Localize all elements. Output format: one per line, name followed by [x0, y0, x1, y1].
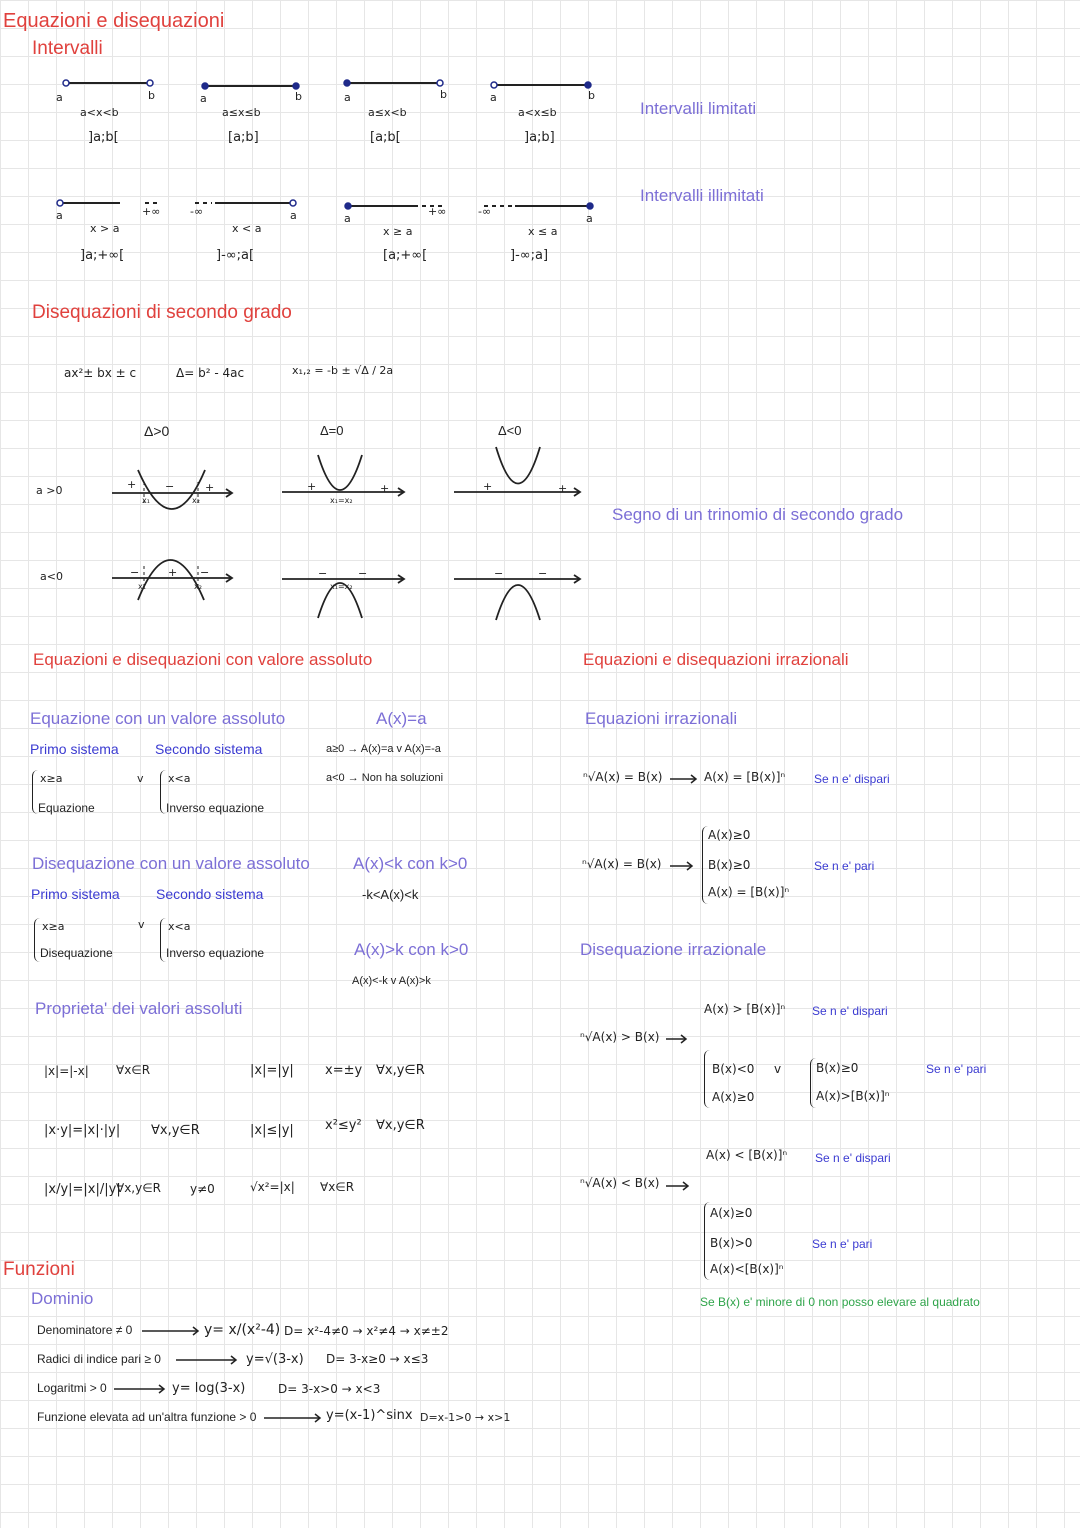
- irr-lt-even-note: Se n e' pari: [812, 1237, 873, 1251]
- interval-inequality: x ≥ a: [383, 225, 413, 238]
- sign-plus: +: [380, 482, 390, 495]
- property-domain: ∀x,y∈R: [116, 1181, 162, 1195]
- intervals-heading: Intervalli: [32, 38, 103, 59]
- minus-infinity-label: -∞: [478, 205, 492, 218]
- irr-eq2-condition: A(x) = [B(x)]ⁿ: [708, 885, 790, 899]
- abs-equation-formula: A(x)=a: [376, 709, 427, 728]
- case-delta-negative: Δ<0: [498, 423, 522, 438]
- irr-gt-sys1-condition: B(x)<0: [712, 1062, 755, 1076]
- endpoint-label: a: [490, 91, 497, 104]
- interval-notation: [a;b[: [370, 130, 401, 145]
- second-degree-heading: Disequazioni di secondo grado: [32, 302, 292, 323]
- irr-eq1-left: ⁿ√A(x) = B(x): [583, 770, 663, 784]
- irr-gt-sys1-condition: A(x)≥0: [712, 1090, 755, 1104]
- endpoint-label: b: [440, 88, 447, 101]
- abs-equation-heading: Equazione con un valore assoluto: [30, 709, 286, 728]
- irr-eq2-note: Se n e' pari: [814, 859, 875, 873]
- interval-notation: ]-∞;a]: [510, 248, 549, 263]
- endpoint-label: a: [56, 91, 63, 104]
- sign-minus: −: [318, 567, 328, 580]
- interval-notation: ]a;+∞[: [80, 248, 125, 263]
- domain-rule: Denominatore ≠ 0: [37, 1323, 133, 1337]
- sign-minus: −: [358, 567, 368, 580]
- property: |x·y|=|x|·|y|: [44, 1123, 121, 1138]
- irr-lt-left: ⁿ√A(x) < B(x): [580, 1176, 660, 1190]
- sign-minus: −: [538, 567, 548, 580]
- property-domain: ∀x,y∈R: [376, 1118, 425, 1133]
- second-system-label: Secondo sistema: [155, 741, 263, 757]
- roots-formula: x₁,₂ = -b ± √Δ / 2a: [292, 364, 394, 377]
- endpoint-label: b: [148, 89, 155, 102]
- domain-example: y=√(3-x): [246, 1352, 304, 1367]
- irr-gt-sys2-condition: A(x)>[B(x)]ⁿ: [816, 1089, 890, 1103]
- root-x1: x₁: [138, 582, 146, 591]
- sign-minus: −: [130, 566, 140, 579]
- page-title: Equazioni e disequazioni: [3, 10, 225, 32]
- interval-inequality: a≤x≤b: [222, 106, 261, 119]
- irr-eq1-note: Se n e' dispari: [814, 772, 890, 786]
- system-3-condition: x≥a: [42, 920, 65, 933]
- domain-heading: Dominio: [31, 1289, 94, 1308]
- a-negative-label: a<0: [40, 570, 63, 583]
- property-condition: y≠0: [190, 1182, 215, 1196]
- sign-plus: +: [127, 478, 137, 491]
- property: |x|=|y|: [250, 1063, 294, 1078]
- system-1-content: Equazione: [38, 801, 95, 815]
- minus-infinity-label: -∞: [190, 205, 204, 218]
- irr-lt-odd: A(x) < [B(x)]ⁿ: [706, 1148, 788, 1162]
- sign-minus: −: [165, 480, 175, 493]
- sign-plus: +: [483, 480, 493, 493]
- interval-inequality: a≤x<b: [368, 106, 407, 119]
- sign-plus: +: [168, 566, 178, 579]
- system-2-condition: x<a: [168, 772, 191, 785]
- first-system-label: Primo sistema: [31, 886, 120, 902]
- abs-ineq-greater: A(x)>k con k>0: [354, 940, 469, 959]
- plus-infinity-label: +∞: [428, 205, 447, 218]
- root-x2: x₂: [192, 496, 200, 505]
- a-positive-label: a >0: [36, 484, 63, 497]
- interval-notation: [a;+∞[: [383, 248, 428, 263]
- irr-lt-condition: A(x)≥0: [710, 1206, 753, 1220]
- double-root: x₁=x₂: [330, 582, 353, 591]
- system-3-content: Disequazione: [40, 946, 113, 960]
- sign-plus: +: [205, 481, 215, 494]
- domain-rule: Funzione elevata ad un'altra funzione > 0: [37, 1410, 257, 1424]
- property: |x|≤|y|: [250, 1123, 294, 1138]
- property: x²≤y²: [325, 1118, 362, 1133]
- domain-example: y= x/(x²-4): [204, 1322, 281, 1338]
- endpoint-label: a: [344, 91, 351, 104]
- property-domain: ∀x∈R: [116, 1063, 151, 1077]
- domain-solution: D= 3-x>0 → x<3: [278, 1382, 381, 1396]
- second-system-label: Secondo sistema: [156, 886, 264, 902]
- irr-gt-odd: A(x) > [B(x)]ⁿ: [704, 1002, 786, 1016]
- domain-solution: D=x-1>0 → x>1: [420, 1411, 511, 1424]
- abs-eq-rule-negative: a<0 → Non ha soluzioni: [326, 772, 444, 784]
- property: |x|=|-x|: [44, 1064, 89, 1078]
- endpoint-label: a: [344, 212, 351, 225]
- endpoint-label: b: [295, 90, 302, 103]
- domain-solution: D= x²-4≠0 → x²≠4 → x≠±2: [284, 1324, 449, 1338]
- interval-inequality: a<x<b: [80, 106, 119, 119]
- interval-inequality: x ≤ a: [528, 225, 558, 238]
- abs-ineq-less-solution: -k<A(x)<k: [362, 887, 419, 902]
- abs-eq-rule-positive: a≥0 → A(x)=a v A(x)=-a: [326, 743, 441, 755]
- system-2-content: Inverso equazione: [166, 801, 265, 815]
- irr-warning: Se B(x) e' minore di 0 non posso elevare al quadrato: [700, 1295, 980, 1309]
- plus-infinity-label: +∞: [142, 205, 161, 218]
- sign-plus: +: [558, 482, 568, 495]
- absolute-heading: Equazioni e disequazioni con valore assoluto: [33, 650, 373, 669]
- abs-ineq-less: A(x)<k con k>0: [353, 854, 468, 873]
- root-x1: x₁: [142, 496, 150, 505]
- irr-gt-even-note: Se n e' pari: [926, 1062, 987, 1076]
- property-domain: ∀x,y∈R: [151, 1123, 200, 1138]
- domain-example: y=(x-1)^sinx: [326, 1408, 413, 1423]
- endpoint-label: a: [200, 92, 207, 105]
- interval-notation: ]a;b[: [88, 130, 119, 145]
- abs-properties-heading: Proprieta' dei valori assoluti: [35, 999, 243, 1018]
- quadratic-form: ax²± bx ± c: [64, 366, 137, 380]
- irr-eq2-left: ⁿ√A(x) = B(x): [582, 857, 662, 871]
- irr-eq1-right: A(x) = [B(x)]ⁿ: [704, 770, 786, 784]
- interval-notation: ]-∞;a[: [216, 248, 255, 263]
- property-domain: ∀x∈R: [320, 1180, 355, 1194]
- or-symbol: v: [137, 772, 144, 785]
- case-delta-zero: Δ=0: [320, 423, 344, 438]
- bounded-intervals-label: Intervalli limitati: [640, 99, 757, 118]
- irr-lt-condition: A(x)<[B(x)]ⁿ: [710, 1262, 784, 1276]
- discriminant-formula: Δ= b² - 4ac: [176, 366, 245, 380]
- irr-eq2-condition: A(x)≥0: [708, 828, 751, 842]
- unbounded-intervals-label: Intervalli illimitati: [640, 186, 764, 205]
- functions-heading: Funzioni: [3, 1259, 75, 1280]
- interval-notation: [a;b]: [228, 130, 259, 145]
- irr-lt-condition: B(x)>0: [710, 1236, 753, 1250]
- interval-inequality: a<x≤b: [518, 106, 557, 119]
- sign-minus: −: [494, 567, 504, 580]
- sign-plus: +: [307, 480, 317, 493]
- property: x=±y: [325, 1063, 363, 1078]
- property: |x/y|=|x|/|y|: [44, 1182, 121, 1197]
- endpoint-label: a: [290, 209, 297, 222]
- system-4-condition: x<a: [168, 920, 191, 933]
- root-x2: x₂: [194, 582, 202, 591]
- interval-inequality: x > a: [90, 222, 120, 235]
- abs-ineq-greater-solution: A(x)<-k v A(x)>k: [352, 975, 431, 987]
- endpoint-label: a: [56, 209, 63, 222]
- domain-example: y= log(3-x): [172, 1381, 246, 1396]
- property: √x²=|x|: [250, 1180, 295, 1194]
- endpoint-label: a: [586, 212, 593, 225]
- irrational-heading: Equazioni e disequazioni irrazionali: [583, 650, 849, 669]
- irrational-inequality-heading: Disequazione irrazionale: [580, 940, 767, 959]
- domain-rule: Logaritmi > 0: [37, 1381, 107, 1395]
- sign-minus: −: [200, 566, 210, 579]
- system-1-condition: x≥a: [40, 772, 63, 785]
- endpoint-label: b: [588, 89, 595, 102]
- irr-gt-odd-note: Se n e' dispari: [812, 1004, 888, 1018]
- irrational-equations-heading: Equazioni irrazionali: [585, 709, 738, 728]
- domain-rule: Radici di indice pari ≥ 0: [37, 1352, 161, 1366]
- first-system-label: Primo sistema: [30, 741, 119, 757]
- irr-gt-left: ⁿ√A(x) > B(x): [580, 1030, 660, 1044]
- double-root: x₁=x₂: [330, 496, 353, 505]
- or-symbol: v: [774, 1062, 782, 1076]
- trinomial-sign-label: Segno di un trinomio di secondo grado: [612, 505, 904, 524]
- or-symbol: v: [138, 918, 145, 931]
- interval-inequality: x < a: [232, 222, 262, 235]
- abs-inequality-heading: Disequazione con un valore assoluto: [32, 854, 310, 873]
- interval-notation: ]a;b]: [524, 130, 555, 145]
- irr-lt-odd-note: Se n e' dispari: [815, 1151, 891, 1165]
- system-4-content: Inverso equazione: [166, 946, 265, 960]
- domain-solution: D= 3-x≥0 → x≤3: [326, 1352, 429, 1366]
- case-delta-positive: Δ>0: [144, 423, 170, 439]
- irr-gt-sys2-condition: B(x)≥0: [816, 1061, 859, 1075]
- property-domain: ∀x,y∈R: [376, 1063, 425, 1078]
- irr-eq2-condition: B(x)≥0: [708, 858, 751, 872]
